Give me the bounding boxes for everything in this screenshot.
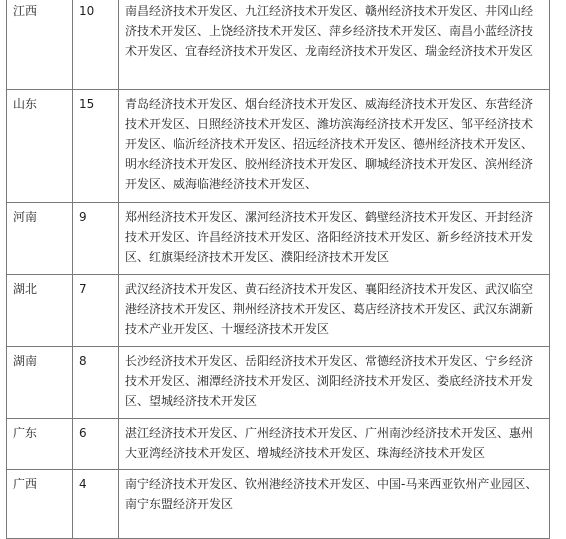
count-cell: 8 <box>73 347 119 419</box>
table-row <box>7 203 550 275</box>
zone-list-cell: 长沙经济技术开发区、岳阳经济技术开发区、常德经济技术开发区、宁乡经济技术开发区、湘潭经济技术开发区、浏阳经济技术开发区、娄底经济技术开发区、望城经济技术开发区 <box>119 347 550 419</box>
count-cell: 10 <box>73 0 119 90</box>
count-cell: 7 <box>73 275 119 347</box>
province-cell: 湖北 <box>7 275 73 347</box>
province-cell: 广东 <box>7 419 73 470</box>
table-row <box>7 90 550 203</box>
table-row <box>7 470 550 539</box>
count-cell: 9 <box>73 203 119 275</box>
zone-list-cell: 青岛经济技术开发区、烟台经济技术开发区、威海经济技术开发区、东营经济技术开发区、日照经济技术开发区、潍坊滨海经济技术开发区、邹平经济技术开发区、临沂经济技术开发区、招远经济技术开发区、德州经济技术开发区、明水经济技术开发区、胶州经济技术开发区、聊城经济技术开发区、滨州经济开发区、威海临港经济技术开发区、 <box>119 90 550 203</box>
count-cell: 4 <box>73 470 119 539</box>
count-cell: 15 <box>73 90 119 203</box>
zone-list-cell: 湛江经济技术开发区、广州经济技术开发区、广州南沙经济技术开发区、惠州大亚湾经济技术开发区、增城经济技术开发区、珠海经济技术开发区 <box>119 419 550 470</box>
table-row <box>7 0 550 90</box>
province-cell: 江西 <box>7 0 73 90</box>
count-cell: 6 <box>73 419 119 470</box>
zone-list-cell: 南昌经济技术开发区、九江经济技术开发区、赣州经济技术开发区、井冈山经济技术开发区、上饶经济技术开发区、萍乡经济技术开发区、南昌小蓝经济技术开发区、宜春经济技术开发区、龙南经济技术开发区、瑞金经济技术开发区 <box>119 0 550 90</box>
province-cell: 广西 <box>7 470 73 539</box>
table-row <box>7 419 550 470</box>
table-row <box>7 347 550 419</box>
zone-list-cell: 南宁经济技术开发区、钦州港经济技术开发区、中国-马来西亚钦州产业园区、南宁东盟经济开发区 <box>119 470 550 539</box>
province-cell: 河南 <box>7 203 73 275</box>
province-cell: 山东 <box>7 90 73 203</box>
table-row <box>7 275 550 347</box>
province-cell: 湖南 <box>7 347 73 419</box>
zone-list-cell: 武汉经济技术开发区、黄石经济技术开发区、襄阳经济技术开发区、武汉临空港经济技术开发区、荆州经济技术开发区、葛店经济技术开发区、武汉东湖新技术产业开发区、十堰经济技术开发区 <box>119 275 550 347</box>
zone-list-cell: 郑州经济技术开发区、漯河经济技术开发区、鹤壁经济技术开发区、开封经济技术开发区、许昌经济技术开发区、洛阳经济技术开发区、新乡经济技术开发区、红旗渠经济技术开发区、濮阳经济技术开发区 <box>119 203 550 275</box>
development-zone-table <box>6 0 550 539</box>
